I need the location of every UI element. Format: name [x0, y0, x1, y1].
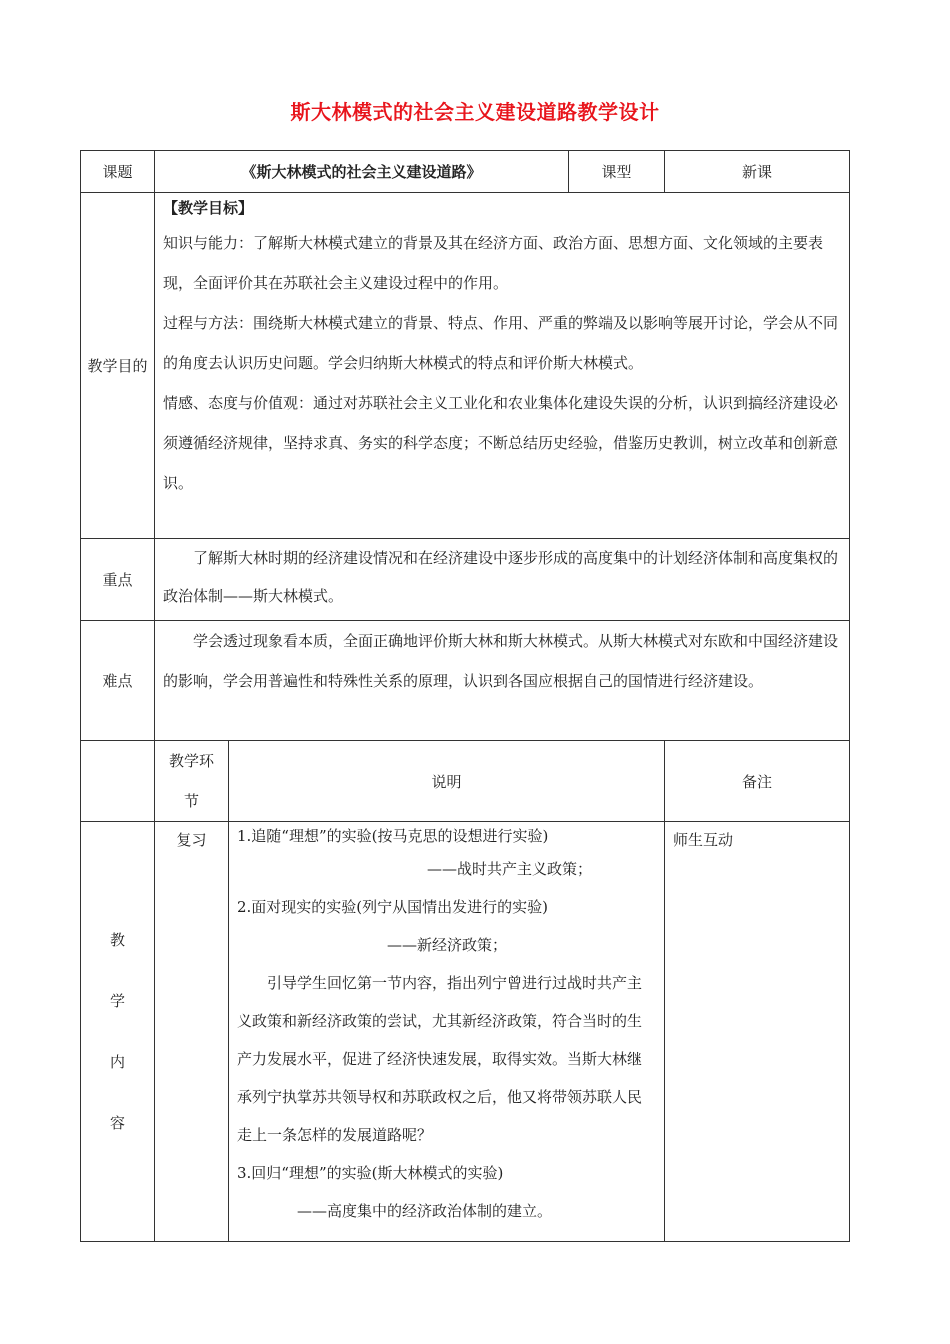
objective-process: 过程与方法：围绕斯大林模式建立的背景、特点、作用、严重的弊端及以影响等展开讨论，学会从不同的角度去认识历史问题。学会归纳斯大林模式的特点和评价斯大林模式。 [163, 314, 839, 372]
content-line-2: ——战时共产主义政策； [427, 860, 593, 878]
empty-header-cell [81, 741, 155, 822]
label-difficulties: 难点 [81, 621, 155, 741]
header-note: 备注 [665, 741, 850, 822]
objectives-heading: 【教学目标】 [163, 199, 254, 217]
label-topic: 课题 [81, 151, 155, 193]
content-line-6: 3.回归“理想”的实验(斯大林模式的实验) [237, 1164, 504, 1182]
key-points-text: 了解斯大林时期的经济建设情况和在经济建设中逐步形成的高度集中的计划经济体制和高度集权的政治体制——斯大林模式。 [163, 549, 839, 605]
content-line-1: 1.追随“理想”的实验(按马克思的设想进行实验) [237, 827, 549, 845]
topic-value: 《斯大林模式的社会主义建设道路》 [155, 151, 569, 193]
note-value: 师生互动 [665, 822, 850, 1242]
difficulties-cell [155, 621, 850, 741]
content-line-4: ——新经济政策； [387, 936, 508, 954]
key-points-row [81, 539, 850, 621]
content-line-7: ——高度集中的经济政治体制的建立。 [297, 1202, 553, 1220]
difficulties-text: 学会透过现象看本质，全面正确地评价斯大林和斯大林模式。从斯大林模式对东欧和中国经济建设的影响，学会用普遍性和特殊性关系的原理，认识到各国应根据自己的国情进行经济建设。 [163, 632, 839, 690]
type-value: 新课 [665, 151, 850, 193]
content-description [229, 822, 665, 1242]
header-stage: 教学环节 [155, 741, 229, 822]
topic-row [81, 151, 850, 193]
objectives-row [81, 193, 850, 539]
label-key-points: 重点 [81, 539, 155, 621]
objective-emotion: 情感、态度与价值观：通过对苏联社会主义工业化和农业集体化建设失误的分析，认识到搞经济建设必须遵循经济规律，坚持求真、务实的科学态度；不断总结历史经验，借鉴历史教训，树立改革和创新意识。 [163, 394, 839, 492]
header-description: 说明 [229, 741, 665, 822]
label-content: 教学内容 [81, 822, 155, 1242]
objectives-cell [155, 193, 850, 539]
content-line-5: 引导学生回忆第一节内容，指出列宁曾进行过战时共产主义政策和新经济政策的尝试，尤其新经济政策，符合当时的生产力发展水平，促进了经济快速发展，取得实效。当斯大林继承列宁执掌苏共领导权和苏联政权之后，他又将带领苏联人民走上一条怎样的发展道路呢？ [237, 974, 643, 1144]
objective-knowledge: 知识与能力：了解斯大林模式建立的背景及其在经济方面、政治方面、思想方面、文化领域的主要表现，全面评价其在苏联社会主义建设过程中的作用。 [163, 234, 824, 292]
lesson-plan-table [80, 150, 849, 1242]
document-title: 斯大林模式的社会主义建设道路教学设计 [290, 100, 660, 124]
label-objectives: 教学目的 [81, 193, 155, 539]
stage-value: 复习 [155, 822, 229, 1242]
key-points-cell [155, 539, 850, 621]
content-header-row [81, 741, 850, 822]
difficulties-row [81, 621, 850, 741]
label-type: 课型 [569, 151, 665, 193]
content-row [81, 822, 850, 1242]
content-line-3: 2.面对现实的实验(列宁从国情出发进行的实验) [237, 898, 549, 916]
